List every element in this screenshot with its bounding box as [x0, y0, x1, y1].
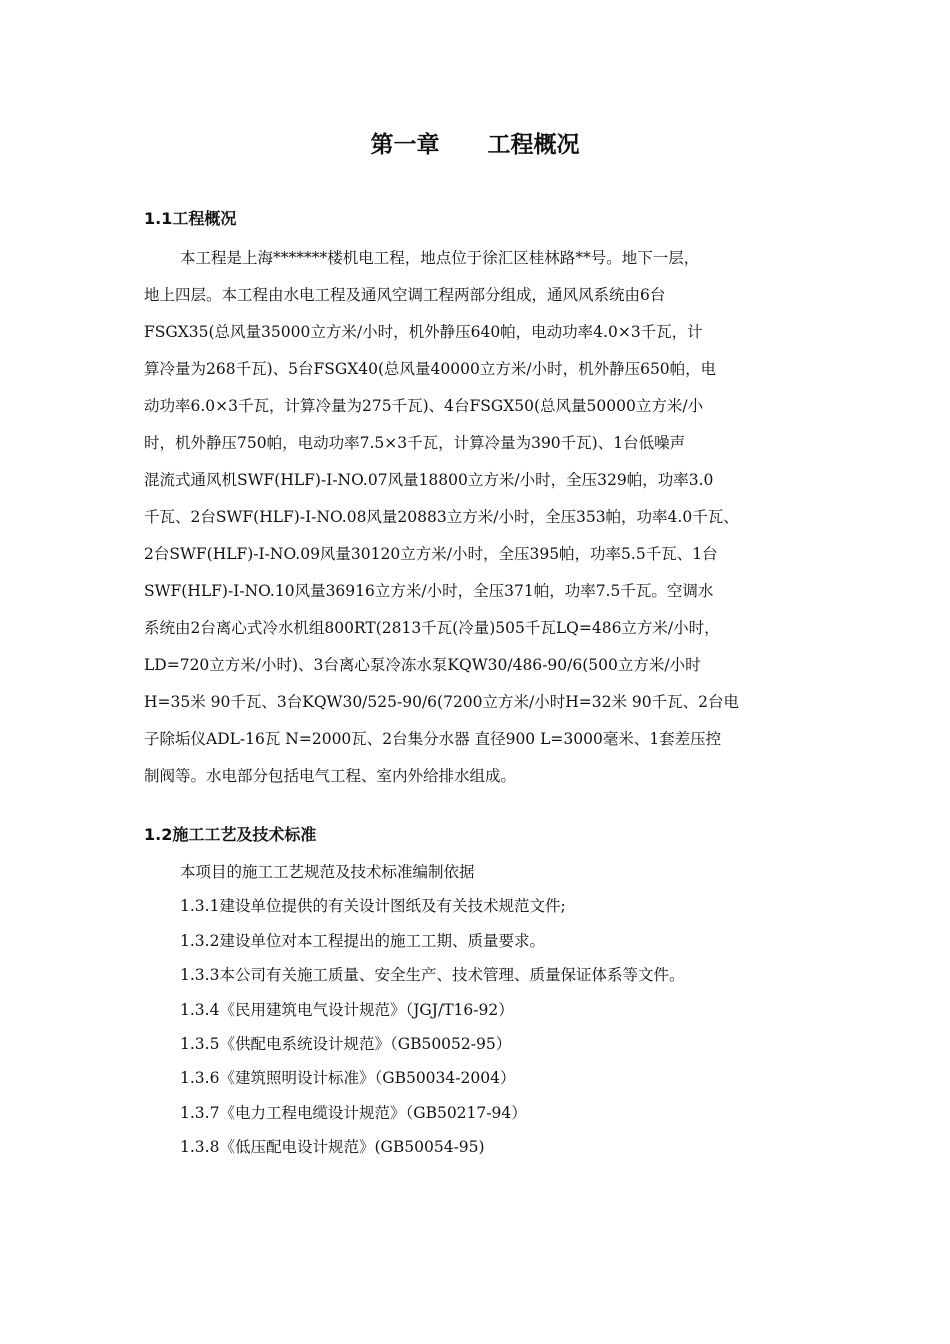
list-item-standard: 1.3.5《供配电系统设计规范》（GB50052-95）	[180, 1034, 512, 1053]
paragraph-line: 子除垢仪ADL-16瓦 N=2000瓦、2台集分水器 直径900 L=3000毫米、1套差压控	[144, 730, 722, 748]
list-item-standard: 1.3.3本公司有关施工质量、安全生产、技术管理、质量保证体系等文件。	[180, 966, 685, 985]
chapter-title: 第一章 工程概况	[370, 132, 580, 158]
paragraph-line: 混流式通风机SWF(HLF)-I-NO.07风量18800立方米/小时，全压329帕，功率3.0	[144, 471, 714, 489]
paragraph-line: 本工程是上海*******楼机电工程，地点位于徐汇区桂林路**号。地下一层，	[180, 249, 700, 267]
section-heading-1-2: 1.2施工工艺及技术标准	[144, 825, 317, 844]
paragraph-line: LD=720立方米/小时)、3台离心泵冷冻水泵KQW30/486-90/6(500立方米/小时	[144, 656, 701, 674]
section-heading-1-1: 1.1工程概况	[144, 209, 237, 228]
list-item-standard: 1.3.2建设单位对本工程提出的施工工期、质量要求。	[180, 931, 545, 950]
paragraph-line: 地上四层。本工程由水电工程及通风空调工程两部分组成，通风风系统由6台	[144, 286, 666, 304]
paragraph-line: 动功率6.0×3千瓦，计算冷量为275千瓦)、4台FSGX50(总风量50000立方米/小	[144, 397, 704, 415]
paragraph-line: 2台SWF(HLF)-I-NO.09风量30120立方米/小时，全压395帕，功率5.5千瓦、1台	[144, 545, 718, 563]
standards-list	[180, 855, 830, 1165]
list-item-standard: 1.3.8《低压配电设计规范》(GB50054-95)	[180, 1138, 485, 1157]
paragraph-line: 制阀等。水电部分包括电气工程、室内外给排水组成。	[144, 767, 517, 785]
paragraph-line: 系统由2台离心式冷水机组800RT(2813千瓦(冷量)505千瓦LQ=486立方米/小时，	[144, 619, 720, 637]
list-item-standard: 1.3.7《电力工程电缆设计规范》（GB50217-94）	[180, 1103, 527, 1122]
list-item-standard: 1.3.6《建筑照明设计标准》（GB50034-2004）	[180, 1069, 516, 1088]
paragraph-line: 时，机外静压750帕，电动功率7.5×3千瓦，计算冷量为390千瓦)、1台低噪声	[144, 434, 686, 452]
list-item-intro: 本项目的施工工艺规范及技术标准编制依据	[180, 863, 475, 881]
project-overview-paragraph	[144, 240, 834, 795]
paragraph-line: FSGX35(总风量35000立方米/小时，机外静压640帕，电动功率4.0×3千瓦，计	[144, 323, 703, 341]
paragraph-line: 千瓦、2台SWF(HLF)-I-NO.08风量20883立方米/小时，全压353帕，功率4.0千瓦、	[144, 508, 739, 526]
list-item-standard: 1.3.1建设单位提供的有关设计图纸及有关技术规范文件;	[180, 897, 566, 916]
paragraph-line: H=35米 90千瓦、3台KQW30/525-90/6(7200立方米/小时H=32米 90千瓦、2台电	[144, 693, 739, 711]
list-item-standard: 1.3.4《民用建筑电气设计规范》（JGJ/T16-92）	[180, 1000, 514, 1019]
paragraph-line: SWF(HLF)-I-NO.10风量36916立方米/小时，全压371帕，功率7.5千瓦。空调水	[144, 582, 714, 600]
paragraph-line: 算冷量为268千瓦)、5台FSGX40(总风量40000立方米/小时，机外静压650帕，电	[144, 360, 717, 378]
